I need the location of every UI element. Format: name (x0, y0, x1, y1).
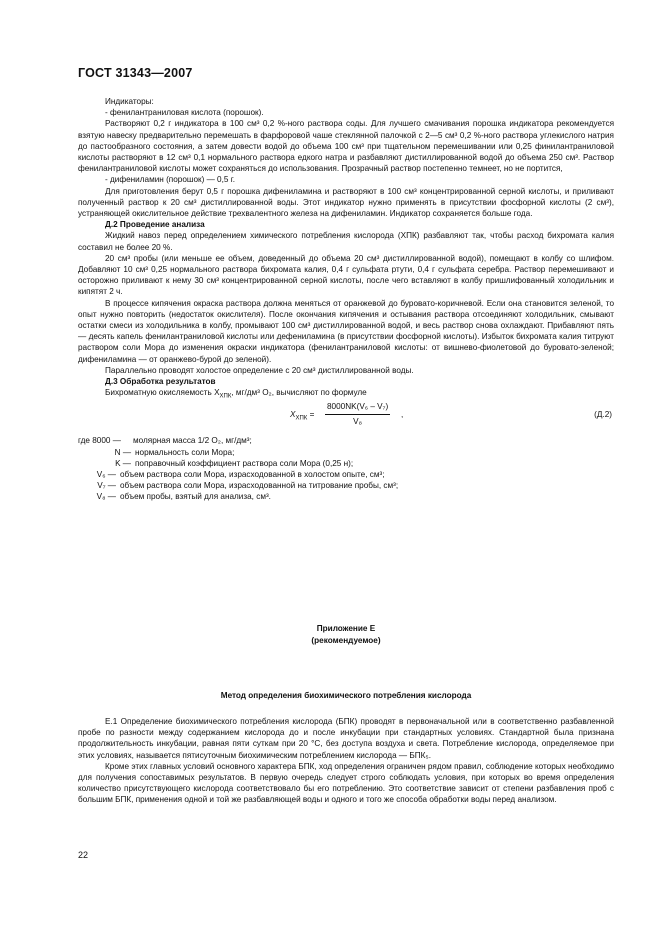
where-desc: поправочный коэффициент раствора соли Мора (0,25 н); (135, 458, 354, 468)
where-intro: где 8000 — (78, 436, 121, 446)
section-d2-heading: Д.2 Проведение анализа (105, 220, 205, 230)
where-desc: объем раствора соли Мора, израсходованной на титрование пробы, см³; (120, 481, 399, 491)
formula-trailing-comma: , (401, 410, 404, 420)
indicators-heading: Индикаторы: (105, 97, 154, 106)
where-row (78, 491, 614, 502)
section-d2-paragraph-1: Жидкий навоз перед определением химического потребления кислорода (ХПК) разбавляют так, чтобы расход бихромата калия составил не более 20 %. (78, 231, 614, 252)
formula-d2 (78, 401, 614, 431)
appendix-content (78, 716, 614, 806)
formula-denominator: V₈ (353, 416, 363, 426)
where-symbol: V₇ — (97, 481, 116, 491)
section-d2-paragraph-2: 20 см³ пробы (или меньше ее объем, доведенный до объема 20 см³ дистиллированной водой), помещают в колбу со шлифом. Добавляют 10 см³ 0,25 нормального раствора бихромата калия, 0,4 г сульфата ртути, 0,4 г сульфата серебра. Раствор перемешивают и осторожно приливают к нему 30 см³ концентрированной серной кислоты, после чего вставляют в колбу пришлифованный холодильник и кипятят 2 ч. (78, 253, 614, 297)
section-d3-heading: Д.3 Обработка результатов (105, 377, 216, 387)
section-d3-intro (78, 387, 614, 398)
formula-equals: = (309, 410, 315, 420)
appendix-paragraph-1: Е.1 Определение биохимического потребления кислорода (БПК) проводят в первоначальной или в соответственно разбавленной пробе по разности между содержанием кислорода до и после инкубации при стандартных условиях. Стандартной была признана продолжительность инкубации, равная пяти суткам при 20 °С, без доступа воздуха и света. Потребление кислорода, определяемое при этих условиях, называется пятисуточным биохимическим потреблением кислорода — БПК₅. (78, 717, 614, 760)
where-row (78, 435, 614, 446)
indicators-paragraph-1: Растворяют 0,2 г индикатора в 100 см³ 0,2 %-ного раствора соды. Для лучшего смачивания порошка индикатора рекомендуется взятую навеску предварительно перемешать в фарфоровой чаше стеклянной палочкой с 2—5 см³ 0,2 %-ного раствора углекислого натрия до пастообразного состояния, а затем довести водой до объема 100 см³ при тщательном перемешивании или 0,25 финилантраниловой кислоты растворяют в 12 см³ 0,1 нормального раствора едкого натра и разбавляют дистиллированной водой до объема 250 см³. Раствор фенилантраниловой кислоты может сохраняться до использования. Прозрачный раствор постепенно темнеет, но не портится, (78, 119, 614, 174)
standard-header: ГОСТ 31343—2007 (78, 66, 193, 80)
intro-subscript: ХПК (219, 393, 232, 400)
where-desc: объем раствора соли Мора, израсходованной в холостом опыте, см³; (120, 470, 385, 480)
where-symbol: V₆ — (96, 470, 116, 480)
appendix-paragraph-2: Кроме этих главных условий основного характера БПК, ход определения ограничен рядом правил, соблюдение которых необходимо для получения сопоставимых результатов. В первую очередь следует строго соблюдать условия, при которых во время определения количество присутствующего кислорода соответствовало бы его потреблению. Это соответствие зависит от степени разбавления проб с большим БПК, применения одной и той же разбавляющей воды и одного и того же способа обработки воды перед анализом. (78, 761, 614, 805)
indicators-paragraph-2: Для приготовления берут 0,5 г порошка дифениламина и растворяют в 100 см³ концентрированной серной кислоты, и приливают полученный раствор к 20 см³ дистиллированной воды. Этот индикатор нужно применять в присутствии фосфорной кислоты (2 см³), устраняющей окислительное действие трехвалентного железа на дифениламин. Индикатор сохраняется больше года. (78, 186, 614, 219)
where-row (78, 469, 614, 480)
where-desc: нормальность соли Мора; (135, 447, 235, 457)
where-row (78, 447, 614, 458)
formula-numerator: 8000NK(V₆ – V₇) (325, 401, 390, 414)
where-row (78, 458, 614, 469)
appendix-subtitle: (рекомендуемое) (311, 636, 381, 645)
formula-fraction (325, 401, 390, 426)
appendix-heading (78, 623, 614, 647)
section-d2-paragraph-4: Параллельно проводят холостое определение с 20 см³ дистиллированной воды. (105, 365, 414, 375)
indicator-item-2: - дифениламин (порошок) — 0,5 г. (105, 175, 235, 185)
formula-lhs-subscript: ХПК (295, 416, 308, 423)
formula-lhs-symbol: X (290, 410, 296, 420)
section-d-content (78, 96, 614, 503)
intro-text: Бихроматную окисляемость X (105, 388, 220, 398)
where-list (78, 435, 614, 502)
where-symbol: N — (114, 447, 131, 457)
where-desc: объем пробы, взятый для анализа, см³. (120, 492, 271, 502)
section-d2-paragraph-3: В процессе кипячения окраска раствора должна меняться от оранжевой до буровато-коричневой. Если она становится зеленой, то опыт нужно повторить (недостаток окислителя). После окончания кипячения и остывания раствора отсоединяют холодильник, смывают остатки смеси из холодильника в колбу, промывают 100 см³ дистиллированной водой, и весь раствор снова охлаждают. Прибавляют пять — десять капель фенилантраниловой кислоты или дефениламина (в присутствии фосфорной кислоты). Избыток бихромата калия титруют раствором соли Мора до изменения окраски индикатора (фенилантраниловой кислоты: от вишнево-фиолетовой до буровато-зеленой; дифениламина — от оранжево-бурой до зеленой). (78, 298, 614, 364)
where-symbol: V₈ — (96, 492, 116, 502)
page-number: 22 (78, 850, 89, 860)
indicator-item-1: - фенилантраниловая кислота (порошок). (105, 108, 264, 118)
method-title: Метод определения биохимического потребления кислорода (220, 691, 472, 700)
formula-lhs (290, 409, 315, 423)
intro-end: , мг/дм³ O₂, вычисляют по формуле (231, 388, 367, 398)
where-symbol: K — (115, 458, 131, 468)
formula-number: (Д.2) (594, 410, 612, 420)
where-desc: молярная масса 1/2 O₂, мг/дм³; (133, 436, 252, 446)
where-row (78, 480, 614, 491)
appendix-title: Приложение Е (316, 624, 376, 633)
